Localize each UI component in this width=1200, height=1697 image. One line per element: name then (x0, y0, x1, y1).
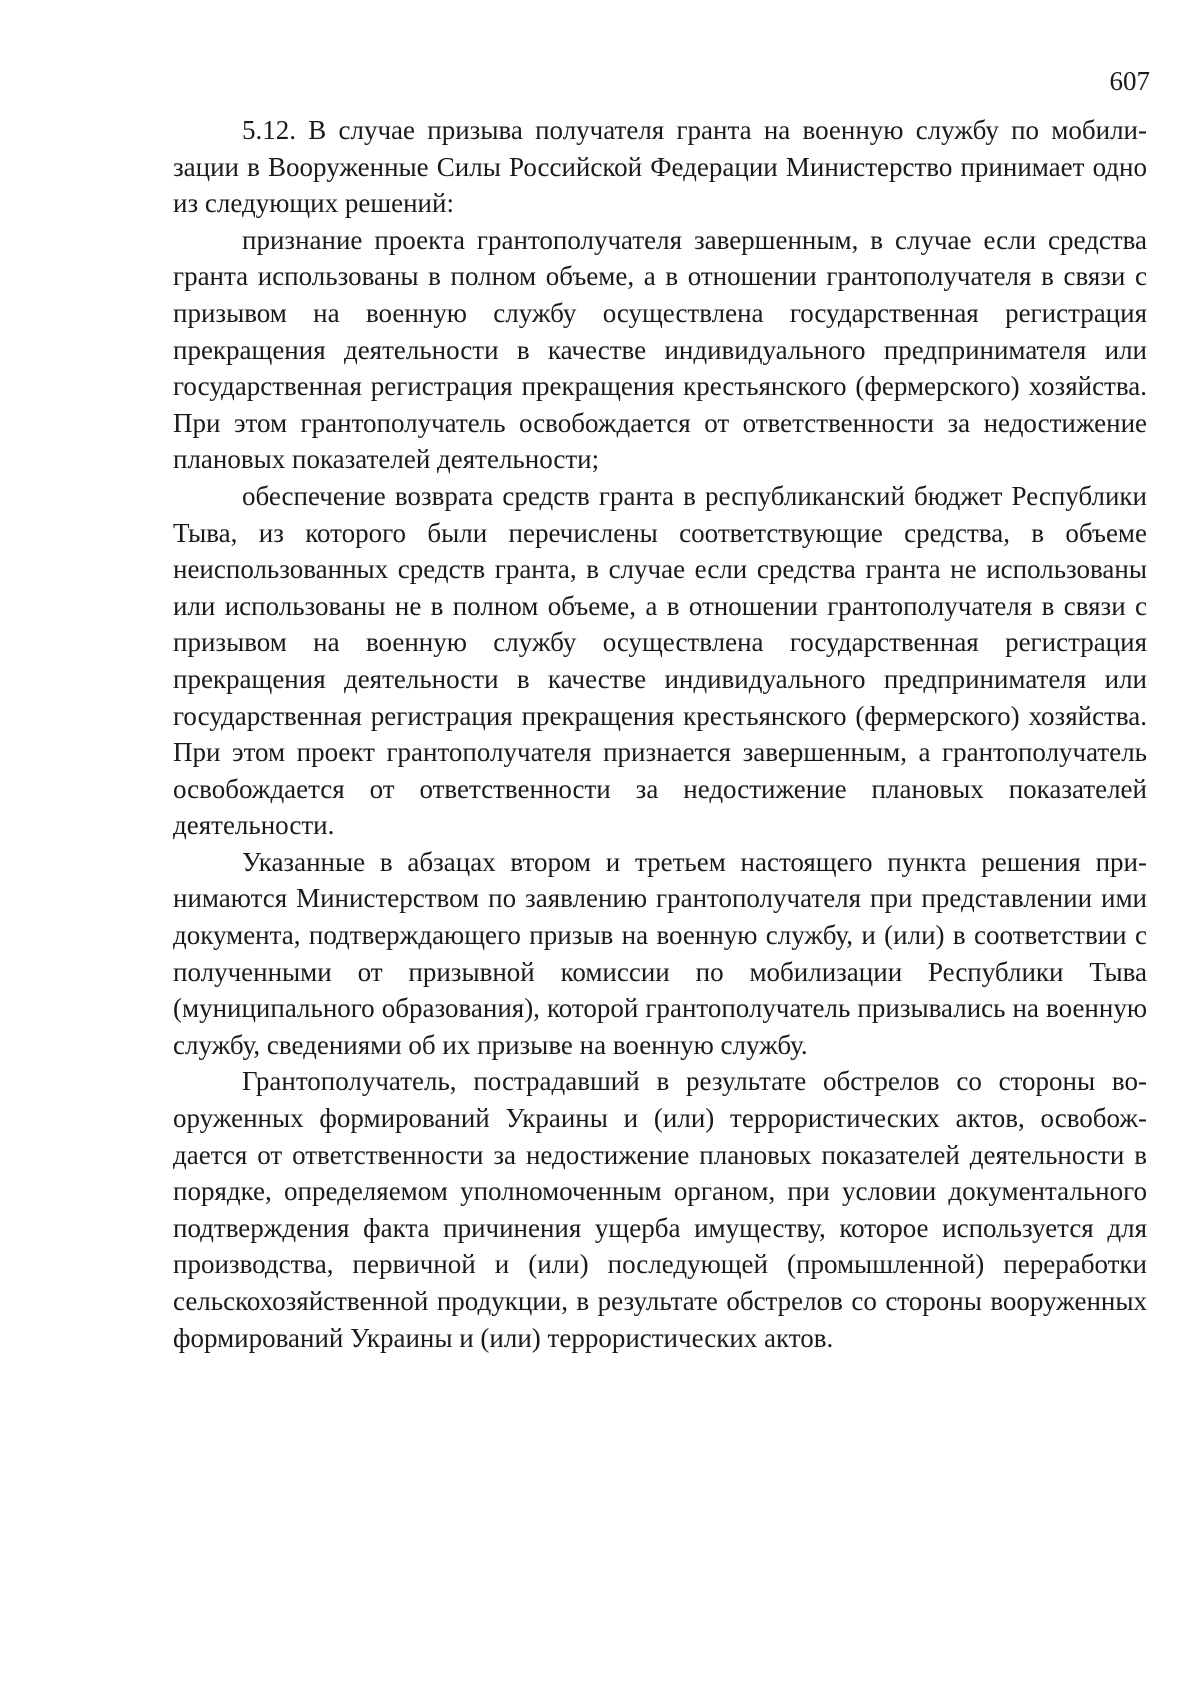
paragraph-shelling-damage: Грантополучатель, пострадавший в результате обстрелов со стороны вооруженных формирований Украины и (или) террористических актов, освобождается от ответственности за недостижение плановых показателей деятельности в порядке, определяемом уполномоченным органом, при условии документального подтверждения факта причинения ущерба имуществу, которое используется для производства, первичной и (или) последующей (промышленной) переработки сельскохозяйственной продукции, в результате обстрелов со стороны вооруженных формирований Украины и (или) террористических актов. (173, 1066, 1147, 1353)
paragraph-5-12: 5.12. В случае призыва получателя гранта на военную службу по мобилизации в Вооруженные Силы Российской Федерации Министерство принимает одно из следующих решений: (173, 115, 1147, 219)
paragraph-project-completed: признание проекта грантополучателя завершенным, в случае если средства гранта использованы в полном объеме, а в отношении грантополучателя в связи с призывом на военную службу осуществлена государственная регистрация прекращения деятельности в качестве индивидуального предпринимателя или государственная регистрация прекращения крестьянского (фермерского) хозяйства. При этом грантополучатель освобождается от ответственности за недостижение плановых показателей деятельности; (173, 224, 1147, 475)
paragraph-grant-return: обеспечение возврата средств гранта в республиканский бюджет Республики Тыва, из которого были перечислены соответствующие средства, в объеме неиспользованных средств гранта, в случае если средства гранта не использованы или использованы не в полном объеме, а в отношении грантополучателя в связи с призывом на военную службу осуществлена государственная регистрация прекращения деятельности в качестве индивидуального предпринимателя или государственная регистрация прекращения крестьянского (фермерского) хозяйства. При этом проект грантополучателя признается завершенным, а грантополучатель освобождается от ответственности за недостижение плановых показателей деятельности. (173, 480, 1147, 841)
paragraph-decision-procedure: Указанные в абзацах втором и третьем настоящего пункта решения принимаются Министерством по заявлению грантополучателя при представлении ими документа, подтверждающего призыв на военную службу, и (или) в соответствии с полученными от призывной комиссии по мобилизации Республики Тыва (муниципального образования), которой грантополучатель призывались на военную службу, сведениями об их призыве на военную службу. (173, 846, 1147, 1060)
page-number: 607 (1109, 66, 1150, 96)
document-body (173, 112, 1147, 1356)
